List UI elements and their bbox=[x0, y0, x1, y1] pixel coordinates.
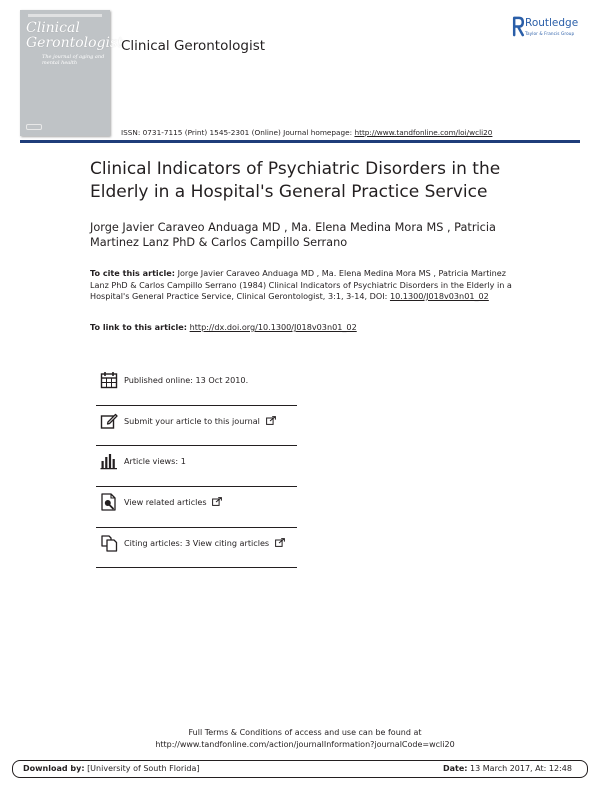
article-views-row bbox=[96, 452, 297, 476]
publisher-tagline: Taylor & Francis Group bbox=[525, 31, 575, 36]
citation-doi-link[interactable]: 10.1300/J018v03n01_02 bbox=[389, 291, 489, 301]
related-articles-link[interactable] bbox=[124, 497, 222, 507]
submit-article-label: Submit your article to this journal bbox=[124, 416, 260, 426]
routledge-r-icon bbox=[512, 16, 524, 37]
related-articles-label: View related articles bbox=[124, 497, 207, 507]
downloaded-by bbox=[23, 761, 199, 777]
downloaded-by-label: Download by: bbox=[23, 764, 85, 773]
external-link-icon bbox=[266, 416, 276, 425]
cover-title bbox=[26, 20, 123, 51]
journal-homepage-link[interactable]: http://www.tandfonline.com/loi/wcli20 bbox=[354, 128, 493, 137]
meta-divider bbox=[96, 527, 297, 528]
footer-terms-line1: Full Terms & Conditions of access and use can be found at bbox=[188, 728, 422, 737]
submit-article-link[interactable] bbox=[124, 416, 276, 426]
citation-text: Jorge Javier Caraveo Anduaga MD , Ma. Elena Medina Mora MS , Patricia Martinez Lanz PhD & Carlos Campillo Serrano (1984) Clinical Indicators of Psychiatric Disorders in the Elderly in a Hospital's General Practice Service, Clinical Gerontologist, 3:1, 3-14, DOI: bbox=[90, 268, 512, 301]
cover-title-line1: Clinical bbox=[26, 20, 80, 36]
citation-block bbox=[90, 268, 520, 303]
citation-label: To cite this article: bbox=[90, 268, 176, 278]
article-link-block bbox=[90, 322, 520, 334]
meta-divider bbox=[96, 567, 297, 568]
download-date-label: Date: bbox=[443, 764, 468, 773]
article-title: Clinical Indicators of Psychiatric Disorders in the Elderly in a Hospital's General Practice Service bbox=[90, 159, 501, 202]
issn-line bbox=[121, 128, 492, 137]
cover-title-line2: Gerontologist bbox=[26, 35, 123, 51]
cover-subtitle: The journal of aging and mental health bbox=[42, 54, 105, 66]
footer-terms-url[interactable]: http://www.tandfonline.com/action/journalInformation?journalCode=wcli20 bbox=[155, 740, 455, 749]
citing-articles-link[interactable] bbox=[124, 538, 285, 548]
related-articles-row[interactable] bbox=[96, 493, 297, 517]
download-date bbox=[443, 761, 572, 777]
cover-topline bbox=[28, 14, 102, 17]
meta-divider bbox=[96, 486, 297, 487]
external-link-icon bbox=[212, 497, 222, 506]
meta-divider bbox=[96, 405, 297, 406]
document-search-icon bbox=[100, 493, 118, 511]
article-views-text: Article views: 1 bbox=[124, 456, 186, 466]
bar-chart-icon bbox=[100, 452, 118, 470]
submit-article-row[interactable] bbox=[96, 412, 297, 436]
publisher-logo bbox=[512, 16, 594, 40]
external-link-icon bbox=[275, 538, 285, 547]
download-date-value: 13 March 2017, At: 12:48 bbox=[470, 764, 572, 773]
meta-divider bbox=[96, 445, 297, 446]
article-doi-link[interactable]: http://dx.doi.org/10.1300/J018v03n01_02 bbox=[189, 322, 357, 332]
published-online-row bbox=[96, 371, 297, 395]
calendar-icon bbox=[100, 371, 118, 389]
cover-publisher-logo bbox=[26, 124, 42, 130]
copy-documents-icon bbox=[100, 534, 118, 552]
article-link-label: To link to this article: bbox=[90, 322, 188, 332]
published-online-text: Published online: 13 Oct 2010. bbox=[124, 375, 249, 385]
citing-articles-row[interactable] bbox=[96, 534, 297, 558]
publisher-name: Routledge bbox=[525, 17, 579, 29]
header-divider bbox=[20, 140, 580, 143]
issn-text: ISSN: 0731-7115 (Print) 1545-2301 (Online) Journal homepage: bbox=[121, 128, 353, 137]
edit-icon bbox=[100, 412, 118, 430]
article-authors: Jorge Javier Caraveo Anduaga MD , Ma. Elena Medina Mora MS , Patricia Martinez Lanz PhD & Carlos Campillo Serrano bbox=[90, 221, 496, 249]
download-info-bar bbox=[12, 760, 588, 778]
footer-terms bbox=[120, 727, 490, 751]
journal-name: Clinical Gerontologist bbox=[121, 38, 266, 54]
citing-articles-label: Citing articles: 3 View citing articles bbox=[124, 538, 270, 548]
downloaded-by-value: [University of South Florida] bbox=[87, 764, 200, 773]
journal-cover-image bbox=[20, 10, 123, 136]
